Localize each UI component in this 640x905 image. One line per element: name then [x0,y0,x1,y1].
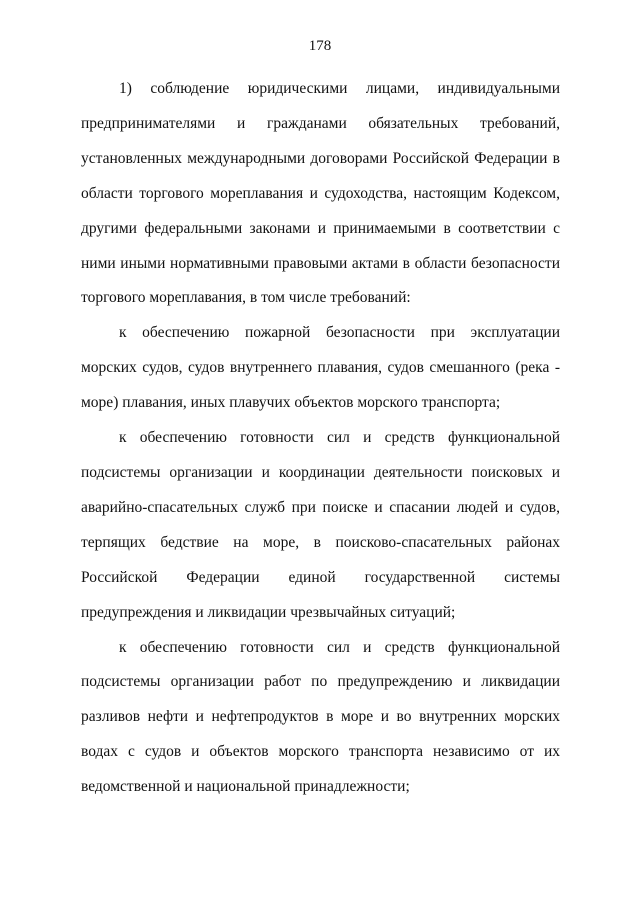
page-number: 178 [308,38,332,54]
paragraph-fire-safety: к обеспечению пожарной безопасности при эксплуатации морских судов, судов внутреннего плавания, судов смешанного (река - море) плавания, иных плавучих объектов морского транспорта; [81,324,560,412]
paragraph-oil-spill: к обеспечению готовности сил и средств функциональной подсистемы организации работ по предупреждению и ликвидации разливов нефти и нефтепродуктов в море и во внутренних морских водах с судов и объектов морского транспорта независимо от их ведомственной и национальной принадлежности; [81,638,560,796]
paragraph-compliance-requirements: 1) соблюдение юридическими лицами, индивидуальными предпринимателями и гражданами обязательных требований, установленных международными договорами Российской Федерации в области торгового мореплавания и судоходства, настоящим Кодексом, другими федеральными законами и принимаемыми в соответствии с ними иными нормативными правовыми актами в области безопасности торгового мореплавания, в том числе требований: [81,80,560,307]
paragraph-search-rescue: к обеспечению готовности сил и средств функциональной подсистемы организации и координации деятельности поисковых и аварийно-спасательных служб при поиске и спасании людей и судов, терпящих бедствие на море, в поисково-спасательных районах Российской Федерации единой государственной системы предупреждения и ликвидации чрезвычайных ситуаций; [81,429,560,621]
document-body [81,72,560,805]
